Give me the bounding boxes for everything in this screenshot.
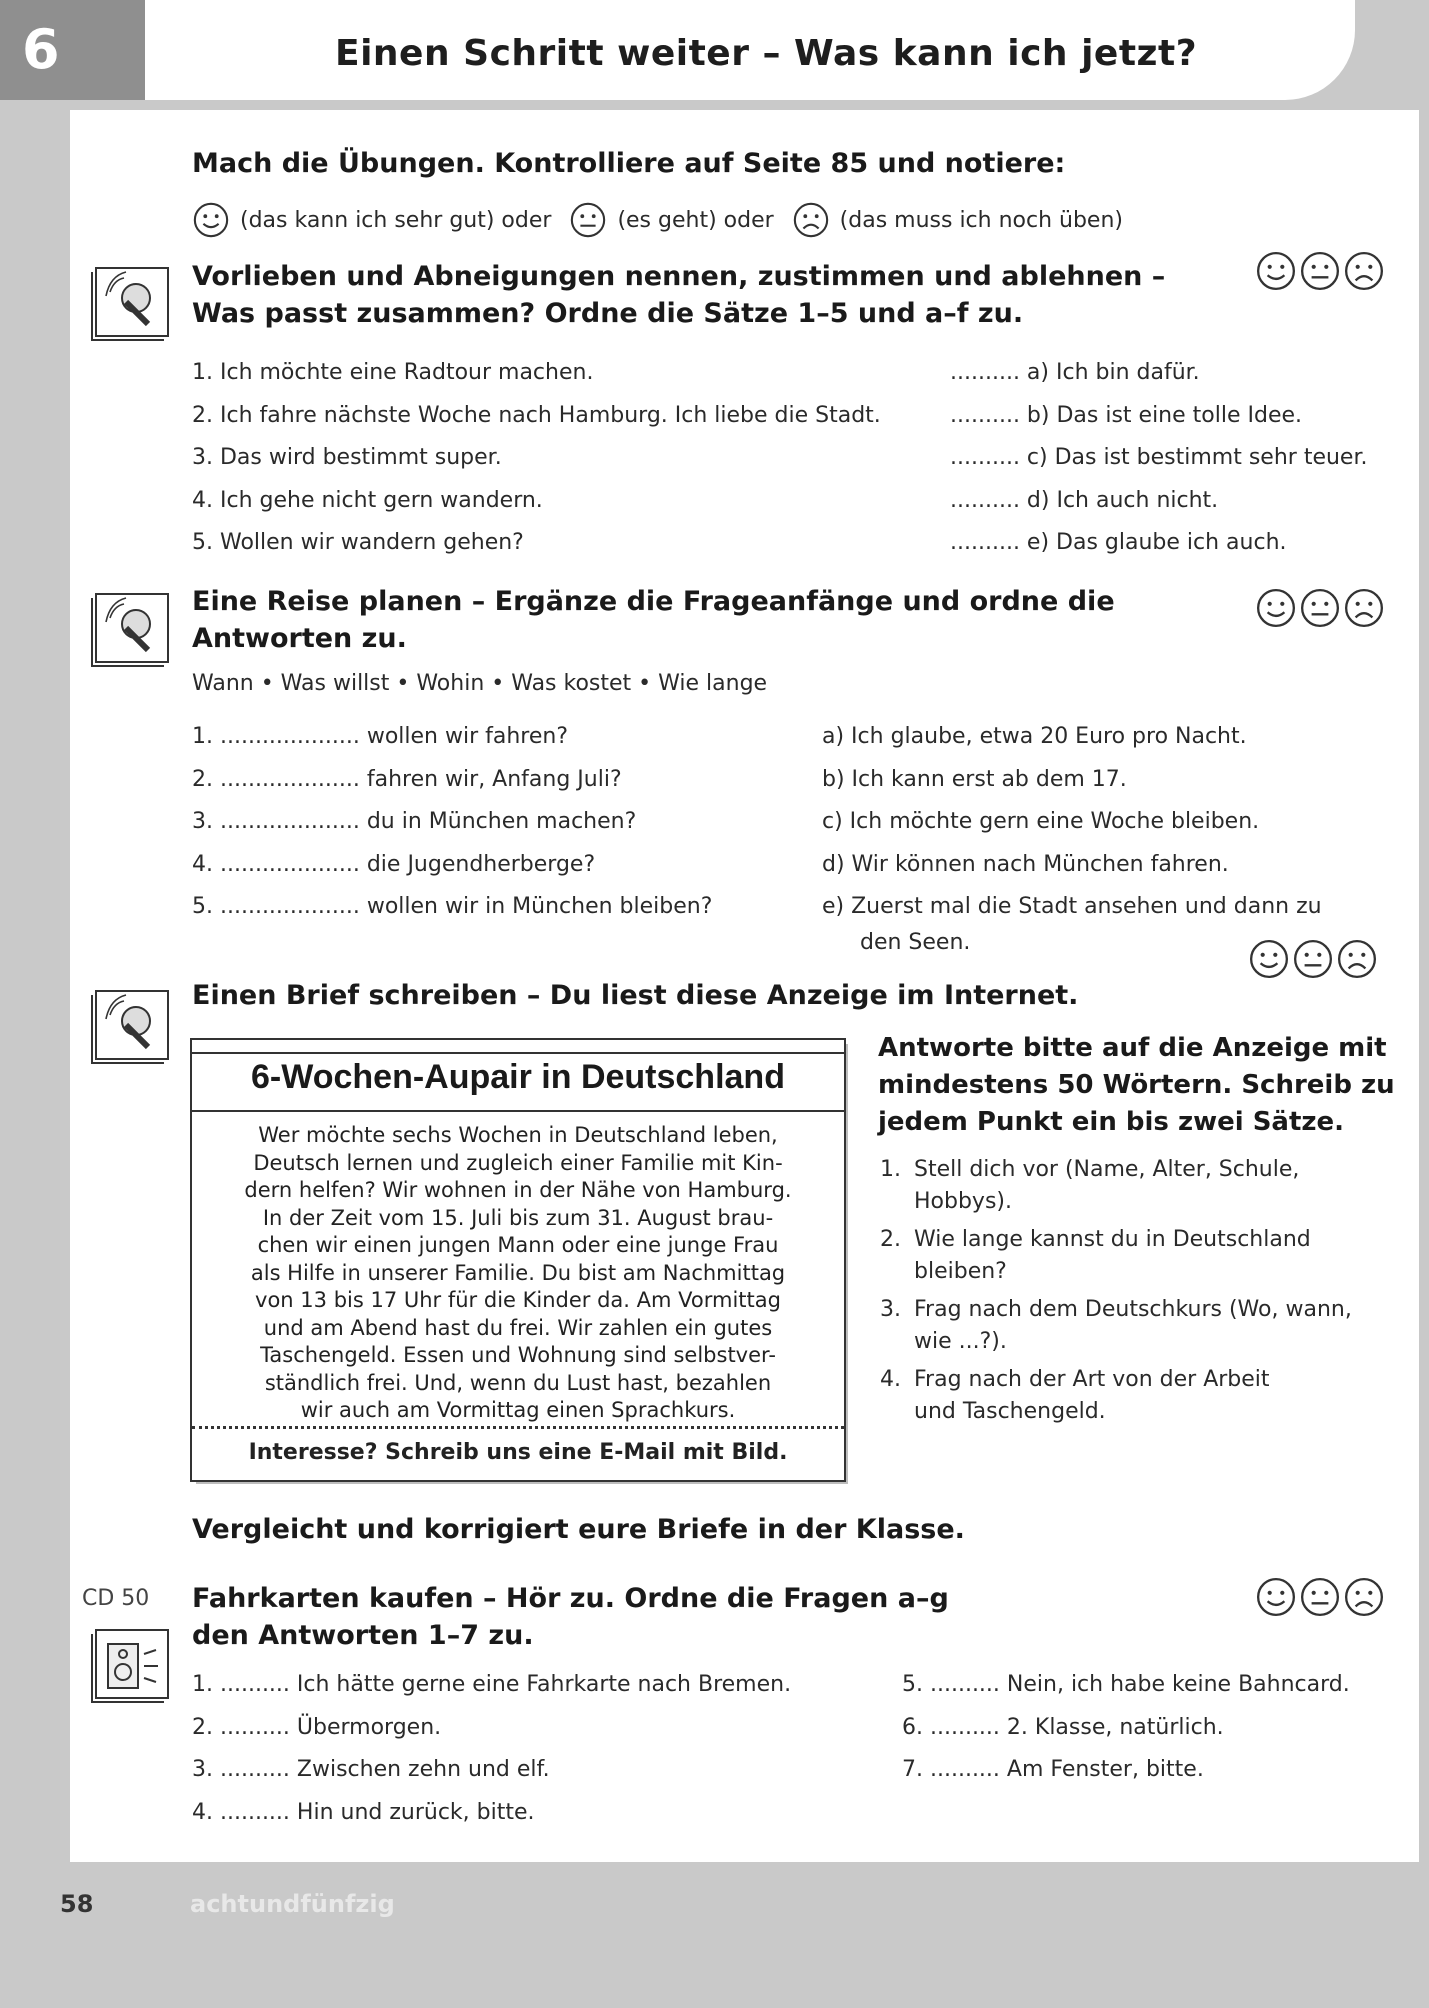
- ex2-self-rating[interactable]: [1255, 587, 1385, 629]
- ex1-left-list: [192, 352, 881, 565]
- list-item: 4. Ich gehe nicht gern wandern.: [192, 487, 543, 513]
- list-item: den Seen.: [860, 929, 971, 955]
- page-number: 58: [60, 1890, 94, 1918]
- ad-dotted-divider: [192, 1426, 844, 1429]
- ex2-right-list: [822, 716, 1322, 957]
- list-item: 1. Ich möchte eine Radtour machen.: [192, 360, 594, 385]
- list-item: 1. Stell dich vor (Name, Alter, Schule, Hobbys).: [880, 1157, 1300, 1214]
- ex4-title-line2: den Antworten 1–7 zu.: [192, 1620, 534, 1651]
- ex2-title-line2: Antworten zu.: [192, 623, 407, 654]
- list-item: d) Wir können nach München fahren.: [822, 851, 1229, 877]
- ad-line: Taschengeld. Essen und Wohnung sind selbstver-: [260, 1343, 776, 1367]
- ex1-title-line1: Vorlieben und Abneigungen nennen, zustimmen und ablehnen –: [192, 261, 1166, 292]
- list-item[interactable]: .......... c) Das ist bestimmt sehr teuer.: [950, 445, 1368, 470]
- ad-line: dern helfen? Wir wohnen in der Nähe von Hamburg.: [244, 1178, 792, 1202]
- ex2-left-list: [192, 716, 712, 929]
- ad-line: Deutsch lernen und zugleich einer Familie mit Kin-: [253, 1150, 783, 1175]
- ad-line: wir auch am Vormittag einen Sprachkurs.: [300, 1398, 736, 1422]
- ex3-title: Einen Brief schreiben – Du liest diese Anzeige im Internet.: [192, 980, 1079, 1011]
- ex1-right-list: [950, 352, 1367, 565]
- ad-title: 6-Wochen-Aupair in Deutschland: [251, 1058, 785, 1096]
- ad-line: als Hilfe in unserer Familie. Du bist am Nachmittag: [250, 1260, 786, 1285]
- microphone-icon: [90, 262, 170, 342]
- list-item[interactable]: .......... d) Ich auch nicht.: [950, 487, 1219, 513]
- ad-line: In der Zeit vom 15. Juli bis zum 31. August brau-: [262, 1205, 774, 1230]
- list-item: 4. Frag nach der Art von der Arbeit und Taschengeld.: [880, 1367, 1270, 1424]
- list-item[interactable]: 7. .......... Am Fenster, bitte.: [902, 1757, 1204, 1782]
- cd-label: CD 50: [82, 1586, 150, 1611]
- smiley-sad-icon[interactable]: [1343, 250, 1385, 292]
- ad-line: Wer möchte sechs Wochen in Deutschland leben,: [258, 1123, 778, 1147]
- ex4-right-list: [902, 1664, 1350, 1792]
- ad-top-rule: [192, 1052, 844, 1054]
- ad-text: [202, 1122, 834, 1425]
- ex3-compare: Vergleicht und korrigiert eure Briefe in der Klasse.: [192, 1514, 965, 1545]
- ex1-title-line2: Was passt zusammen? Ordne die Sätze 1–5 und a–f zu.: [192, 298, 1024, 329]
- ex1-title: [192, 258, 1165, 332]
- intro-instruction: Mach die Übungen. Kontrolliere auf Seite 85 und notiere:: [192, 148, 1066, 179]
- list-item[interactable]: 2. .......... Übermorgen.: [192, 1714, 442, 1740]
- list-item[interactable]: .......... a) Ich bin dafür.: [950, 360, 1200, 385]
- list-item: 3. Frag nach dem Deutschkurs (Wo, wann, wie ...?).: [880, 1297, 1352, 1354]
- smiley-neutral-icon: [569, 201, 607, 239]
- ad-line: und am Abend hast du frei. Wir zahlen ein gutes: [263, 1315, 773, 1340]
- ex2-word-bank: Wann • Was willst • Wohin • Was kostet • Wie lange: [192, 671, 768, 696]
- smiley-happy-icon: [192, 201, 230, 239]
- ex2-title: [192, 583, 1115, 657]
- ad-line: chen wir einen jungen Mann oder eine junge Frau: [257, 1233, 779, 1257]
- list-item[interactable]: .......... e) Das glaube ich auch.: [950, 530, 1287, 555]
- list-item[interactable]: 4. .................... die Jugendherberge?: [192, 851, 596, 877]
- ad-footer: Interesse? Schreib uns eine E-Mail mit Bild.: [248, 1440, 788, 1465]
- smiley-sad-icon: [792, 201, 830, 239]
- list-item: c) Ich möchte gern eine Woche bleiben.: [822, 809, 1260, 834]
- list-item: 5. Wollen wir wandern gehen?: [192, 530, 524, 555]
- smiley-sad-icon[interactable]: [1343, 587, 1385, 629]
- legend-ok: (es geht) oder: [617, 207, 774, 233]
- smiley-neutral-icon[interactable]: [1292, 938, 1334, 980]
- list-item[interactable]: 3. .......... Zwischen zehn und elf.: [192, 1757, 550, 1782]
- smiley-sad-icon[interactable]: [1336, 938, 1378, 980]
- ad-separator: [192, 1110, 844, 1112]
- ex4-title-line1: Fahrkarten kaufen – Hör zu. Ordne die Fragen a–g: [192, 1583, 949, 1614]
- microphone-icon: [90, 985, 170, 1065]
- list-item[interactable]: 5. .......... Nein, ich habe keine Bahncard.: [902, 1672, 1350, 1697]
- smiley-happy-icon[interactable]: [1255, 1576, 1297, 1618]
- list-item: 2. Ich fahre nächste Woche nach Hamburg. Ich liebe die Stadt.: [192, 402, 881, 428]
- list-item: e) Zuerst mal die Stadt ansehen und dann zu: [822, 894, 1322, 919]
- task-line: jedem Punkt ein bis zwei Sätze.: [878, 1107, 1345, 1137]
- smiley-happy-icon[interactable]: [1255, 587, 1297, 629]
- task-line: Antworte bitte auf die Anzeige mit: [878, 1033, 1387, 1063]
- smiley-happy-icon[interactable]: [1255, 250, 1297, 292]
- intro-legend: [192, 200, 1123, 240]
- list-item: 3. Das wird bestimmt super.: [192, 445, 502, 470]
- list-item: b) Ich kann erst ab dem 17.: [822, 766, 1127, 792]
- ex3-points: [880, 1154, 1400, 1428]
- speaker-icon: [90, 1624, 170, 1704]
- list-item[interactable]: 5. .................... wollen wir in München bleiben?: [192, 894, 713, 919]
- page-number-word: achtundfünfzig: [190, 1890, 395, 1918]
- ex4-left-list: [192, 1664, 791, 1834]
- ex2-title-line1: Eine Reise planen – Ergänze die Frageanfänge und ordne die: [192, 586, 1115, 617]
- list-item[interactable]: .......... b) Das ist eine tolle Idee.: [950, 402, 1303, 428]
- ex3-task: [878, 1030, 1395, 1141]
- microphone-icon: [90, 588, 170, 668]
- list-item: 2. Wie lange kannst du in Deutschland bleiben?: [880, 1227, 1311, 1284]
- page-title: Einen Schritt weiter – Was kann ich jetzt?: [335, 33, 1198, 74]
- legend-good: (das kann ich sehr gut) oder: [240, 207, 552, 233]
- ad-box: [190, 1038, 846, 1482]
- smiley-happy-icon[interactable]: [1248, 938, 1290, 980]
- ex4-title: [192, 1580, 949, 1654]
- ex1-self-rating[interactable]: [1255, 250, 1385, 292]
- list-item[interactable]: 1. .......... Ich hätte gerne eine Fahrkarte nach Bremen.: [192, 1672, 792, 1697]
- legend-bad: (das muss ich noch üben): [839, 207, 1123, 233]
- list-item: a) Ich glaube, etwa 20 Euro pro Nacht.: [822, 724, 1247, 749]
- ex2b-self-rating[interactable]: [1248, 938, 1378, 980]
- task-line: mindestens 50 Wörtern. Schreib zu: [878, 1070, 1395, 1100]
- list-item[interactable]: 3. .................... du in München machen?: [192, 809, 637, 834]
- ad-line: von 13 bis 17 Uhr für die Kinder da. Am Vormittag: [255, 1288, 781, 1312]
- smiley-neutral-icon[interactable]: [1299, 250, 1341, 292]
- list-item[interactable]: 2. .................... fahren wir, Anfang Juli?: [192, 766, 622, 792]
- ad-line: ständlich frei. Und, wenn du Lust hast, bezahlen: [264, 1370, 772, 1395]
- smiley-sad-icon[interactable]: [1343, 1576, 1385, 1618]
- list-item[interactable]: 1. .................... wollen wir fahren?: [192, 724, 569, 749]
- list-item[interactable]: 6. .......... 2. Klasse, natürlich.: [902, 1714, 1224, 1740]
- list-item[interactable]: 4. .......... Hin und zurück, bitte.: [192, 1799, 535, 1825]
- chapter-number: 6: [0, 0, 145, 100]
- smiley-neutral-icon[interactable]: [1299, 1576, 1341, 1618]
- smiley-neutral-icon[interactable]: [1299, 587, 1341, 629]
- ex4-self-rating[interactable]: [1255, 1576, 1385, 1618]
